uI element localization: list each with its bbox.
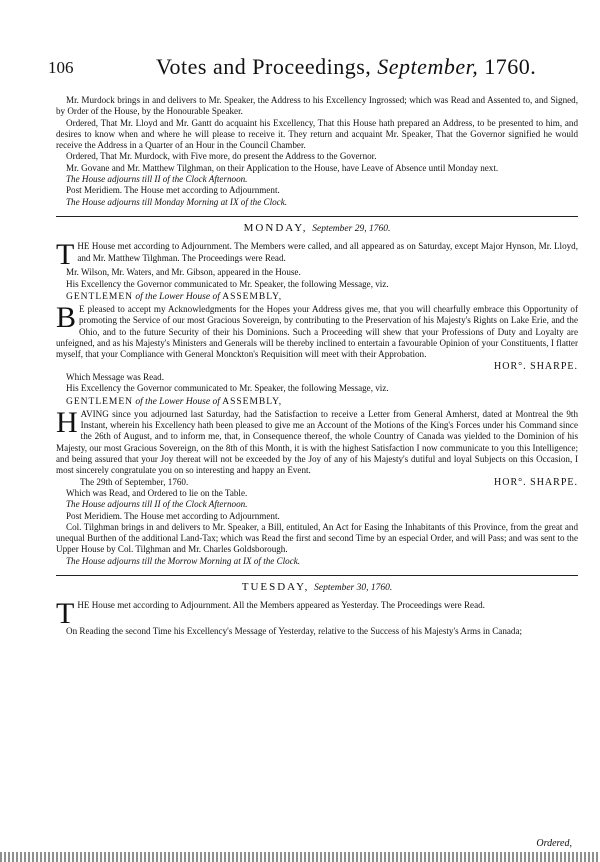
day-heading bbox=[56, 223, 578, 235]
message-date: The 29th of September, 1760. bbox=[80, 476, 189, 487]
monday-opening bbox=[56, 238, 578, 272]
message-2 bbox=[56, 405, 578, 477]
paragraph: The House adjourns till II of the Clock Afternoon. bbox=[66, 174, 248, 185]
running-title-month: September, bbox=[377, 54, 479, 79]
paragraph: Which was Read, and Ordered to lie on the Table. bbox=[66, 487, 248, 498]
date-signature-row bbox=[56, 477, 578, 488]
section-rule bbox=[56, 575, 578, 576]
paragraph: The House adjourns till Monday Morning at IX of the Clock. bbox=[66, 196, 288, 207]
paragraph: His Excellency the Governor communicated to Mr. Speaker, the following Message, viz. bbox=[66, 278, 389, 289]
paragraph: Ordered, That Mr. Murdock, with Five more, do present the Address to the Governor. bbox=[66, 151, 377, 162]
paragraph: The House adjourns till the Morrow Morning at IX of the Clock. bbox=[66, 555, 301, 566]
address-line bbox=[56, 397, 578, 408]
signature: HOR°. SHARPE. bbox=[494, 360, 578, 372]
page-header bbox=[48, 54, 570, 84]
address-line bbox=[56, 292, 578, 303]
day-name: TUESDAY, bbox=[241, 580, 310, 593]
catchword: Ordered, bbox=[536, 838, 572, 849]
paragraph: Ordered, That Mr. Lloyd and Mr. Gantt do acquaint his Excellency, That this House hath prepared an Address, to be presented to him, and desires to know when and where he will please to receive it. They return and acquaint Mr. Speaker, That the Governor signified he would receive the Address in a Quarter of an Hour in the Council Chamber. bbox=[56, 117, 578, 151]
day-heading bbox=[56, 582, 578, 594]
signature: HOR°. SHARPE. bbox=[494, 476, 578, 488]
message-1 bbox=[56, 301, 578, 360]
running-title bbox=[156, 54, 536, 80]
paragraph: Mr. Govane and Mr. Matthew Tilghman, on their Application to the House, have Leave of Absence until Monday next. bbox=[66, 162, 499, 173]
day-date: September 29, 1760. bbox=[312, 223, 391, 234]
paragraph: The House adjourns till II of the Clock Afternoon. bbox=[66, 499, 248, 510]
section-rule bbox=[56, 216, 578, 217]
day-date: September 30, 1760. bbox=[314, 582, 393, 593]
paragraph: His Excellency the Governor communicated to Mr. Speaker, the following Message, viz. bbox=[66, 383, 389, 394]
paragraph: Post Meridiem. The House met according to Adjournment. bbox=[66, 510, 280, 521]
paragraph: Col. Tilghman brings in and delivers to Mr. Speaker, a Bill, entituled, An Act for Easing the Inhabitants of this Province, from the great and unequal Burthen of the additional Land-Tax; which was Read the first and second Time by an especial Order, and will Pass; and was sent to the Upper House by Col. Tilghman and Mr. Charles Goldsborough. bbox=[56, 521, 578, 555]
paragraph: Mr. Wilson, Mr. Waters, and Mr. Gibson, appeared in the House. bbox=[66, 267, 301, 278]
paragraph: On Reading the second Time his Excellency's Message of Yesterday, relative to the Success of his Majesty's Arms in Canada; bbox=[66, 626, 523, 637]
drop-cap: T bbox=[56, 597, 75, 631]
paragraph: Post Meridiem. The House met according to Adjournment. bbox=[66, 185, 280, 196]
running-title-text: Votes and Proceedings, bbox=[156, 54, 378, 79]
address-italic: of the Lower House of bbox=[133, 291, 223, 302]
drop-cap: H bbox=[56, 405, 78, 439]
tuesday-opening bbox=[56, 597, 578, 631]
address-end: ASSEMBLY, bbox=[222, 291, 283, 302]
page-number: 106 bbox=[48, 58, 74, 77]
message-text: E pleased to accept my Acknowledgments for the Hopes your Address gives me, that you will chearfully embrace this Opportunity of promoting the Service of our most Gracious Sovereign, by contributing to the Preservation of his Majesty's Rights on Lake Erie, and the Ohio, and to the future Security of their his Dominions. Such a Proceeding will shew that your Professions of Duty and Loyalty are unfeigned, and as his Majesty's Ministers and Generals will be thereby inclined to entertain a favourable Opinion of your Constituents, I flatter myself, that your Compliance with General Monckton's Requisition will meet with their Approbation. bbox=[56, 304, 578, 360]
day-name: MONDAY, bbox=[243, 221, 308, 234]
paragraph: HE House met according to Adjournment. The Members were called, and all appeared as on Saturday, except Major Hynson, Mr. Lloyd, and Mr. Matthew Tilghman. The Proceedings were Read. bbox=[77, 241, 578, 263]
drop-cap: B bbox=[56, 301, 77, 335]
address-end: ASSEMBLY, bbox=[222, 396, 283, 407]
address-caps: GENTLEMEN bbox=[66, 396, 134, 407]
drop-cap: T bbox=[56, 238, 75, 272]
paragraph: Which Message was Read. bbox=[66, 371, 164, 382]
address-caps: GENTLEMEN bbox=[66, 291, 134, 302]
paragraph: Mr. Murdock brings in and delivers to Mr. Speaker, the Address to his Excellency Ingrossed; which was Read and Assented to, and Signed, by Order of the House, by the Honourable Speaker. bbox=[56, 95, 578, 117]
page-body bbox=[56, 95, 578, 638]
running-title-year: 1760. bbox=[478, 54, 537, 79]
message-text: AVING since you adjourned last Saturday, had the Satisfaction to receive a Letter from General Amherst, dated at Montreal the 9th Instant, wherein his Excellency hath been pleased to give me an Account of the Motions of the King's Forces under his Command since the 26th of August, and to inform me, that, in Consequence thereof, the whole Country of Canada was yielded to the Dominion of his Majesty, our most Gracious Sovereign, on the 8th of this Month, it is with the highest Satisfaction I now communicate to you this Intelligence; and being assured that your Joy thereat will not be exceeded by the Joy of any of his Majesty's dutiful and loyal Subjects on this Occasion, I most sincerely congratulate you on so interesting and happy an Event. bbox=[56, 408, 578, 476]
scan-edge bbox=[0, 852, 600, 862]
address-italic: of the Lower House of bbox=[133, 396, 223, 407]
paragraph: HE House met according to Adjournment. All the Members appeared as Yesterday. The Proceedings were Read. bbox=[77, 600, 485, 611]
